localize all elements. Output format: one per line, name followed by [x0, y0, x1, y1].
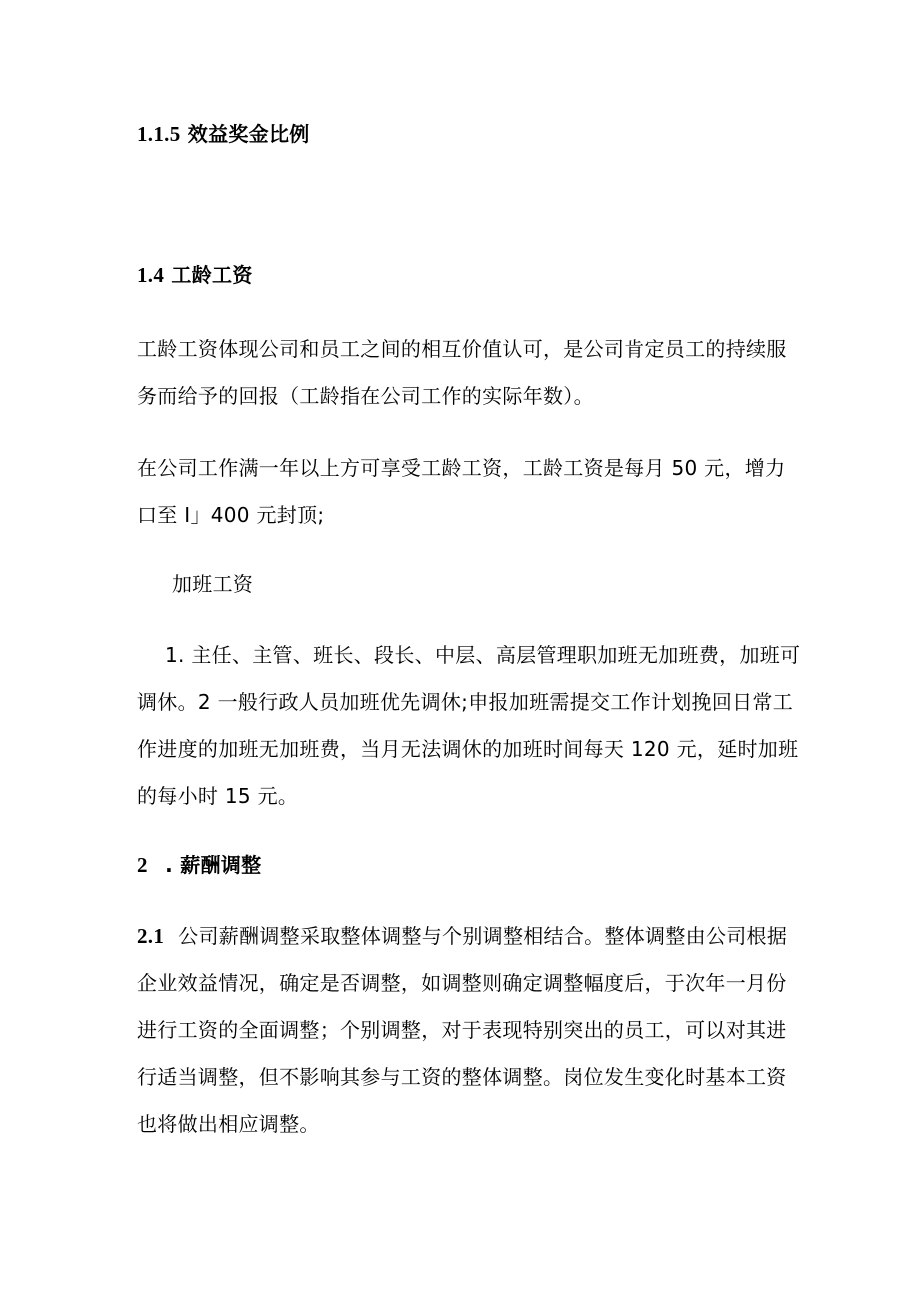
- heading-title: 工龄工资: [171, 263, 253, 287]
- paragraph-line: 1. 主任、主管、班长、段长、中层、高层管理职加班无加班费，加班可: [165, 643, 801, 667]
- heading-number: 1.4: [137, 263, 165, 287]
- paragraph-line: 也将做出相应调整。: [137, 1112, 320, 1136]
- paragraph-line: 作进度的加班无加班费，当月无法调休的加班时间每天 120 元，延时加班: [137, 737, 799, 761]
- heading-number: 2.1: [137, 924, 165, 948]
- heading-number: 2: [137, 853, 148, 877]
- paragraph-line: 务而给予的回报（工龄指在公司工作的实际年数）。: [137, 384, 594, 408]
- paragraph-line: 进行工资的全面调整；个别调整，对于表现特别突出的员工，可以对其进: [137, 1018, 787, 1042]
- paragraph-line-2-1-first: [137, 924, 787, 948]
- paragraph-line: 的每小时 15 元。: [137, 784, 299, 808]
- paragraph-line: 工龄工资体现公司和员工之间的相互价值认可，是公司肯定员工的持续服: [137, 337, 787, 361]
- paragraph-line: 口至 I」400 元封顶;: [137, 503, 325, 527]
- paragraph-line: 在公司工作满一年以上方可享受工龄工资，工龄工资是每月 50 元，增力: [137, 456, 786, 480]
- section-heading-overtime: 加班工资: [172, 572, 254, 596]
- heading-number: 1.1.5: [137, 122, 181, 146]
- section-heading-2: [137, 853, 261, 877]
- paragraph-text: 公司薪酬调整采取整体调整与个别调整相结合。整体调整由公司根据: [178, 924, 788, 948]
- heading-title: . 薪酬调整: [165, 853, 262, 877]
- section-heading-1-1-5: [137, 122, 310, 146]
- section-heading-1-4: [137, 263, 253, 287]
- paragraph-line: 行适当调整，但不影响其参与工资的整体调整。岗位发生变化时基本工资: [137, 1065, 787, 1089]
- heading-title: 效益奖金比例: [187, 122, 310, 146]
- paragraph-line: 企业效益情况，确定是否调整，如调整则确定调整幅度后，于次年一月份: [137, 971, 787, 995]
- paragraph-line: 调休。2 一般行政人员加班优先调休;申报加班需提交工作计划挽回日常工: [137, 690, 794, 714]
